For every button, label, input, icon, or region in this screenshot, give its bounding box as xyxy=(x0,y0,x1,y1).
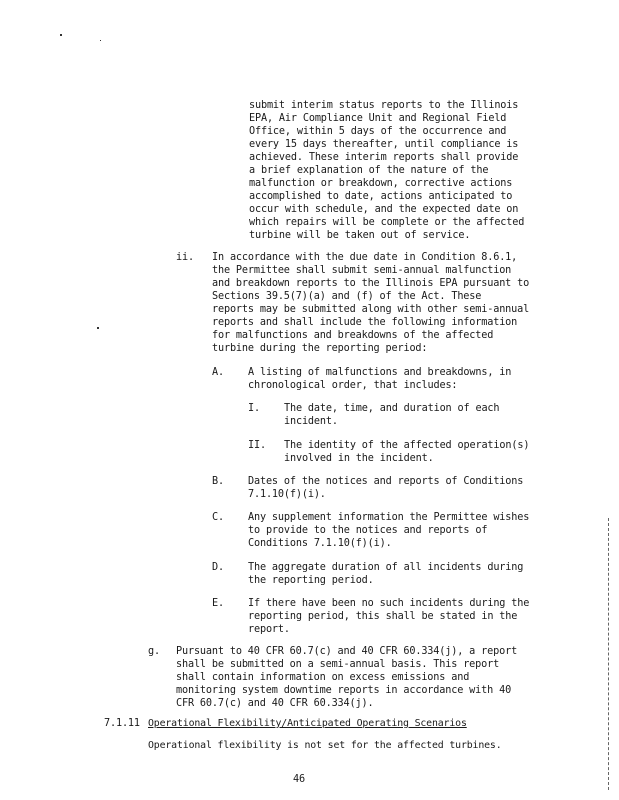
text-line: If there have been no such incidents during the xyxy=(248,598,530,609)
text-line: Conditions 7.1.10(f)(i). xyxy=(248,538,392,549)
scan-edge-line xyxy=(608,518,610,790)
text-line: In accordance with the due date in Condition 8.6.1, xyxy=(212,252,518,263)
subsub-label: I. xyxy=(248,403,260,414)
text-line: turbine will be taken out of service. xyxy=(249,230,471,241)
text-line: achieved. These interim reports shall provide xyxy=(249,152,519,163)
text-line: CFR 60.7(c) and 40 CFR 60.334(j). xyxy=(176,698,374,709)
section-number: 7.1.11 xyxy=(104,718,140,729)
text-line: Any supplement information the Permittee wishes xyxy=(248,512,530,523)
scan-speck xyxy=(100,40,101,41)
text-line: the reporting period. xyxy=(248,575,374,586)
scan-speck xyxy=(97,327,99,329)
text-line: 7.1.10(f)(i). xyxy=(248,489,326,500)
text-line: report. xyxy=(248,624,290,635)
subitem-label: C. xyxy=(212,512,224,523)
page-number: 46 xyxy=(293,774,305,785)
text-line: reporting period, this shall be stated in the xyxy=(248,611,518,622)
text-line: Office, within 5 days of the occurrence and xyxy=(249,126,507,137)
subitem-label: E. xyxy=(212,598,224,609)
subitem-label: A. xyxy=(212,367,224,378)
section-body: Operational flexibility is not set for the affected turbines. xyxy=(148,740,502,751)
text-line: the Permittee shall submit semi-annual malfunction xyxy=(212,265,512,276)
text-line: malfunction or breakdown, corrective actions xyxy=(249,178,513,189)
text-line: Pursuant to 40 CFR 60.7(c) and 40 CFR 60.334(j), a report xyxy=(176,646,518,657)
subsub-label: II. xyxy=(248,440,266,451)
text-line: a brief explanation of the nature of the xyxy=(249,165,489,176)
text-line: chronological order, that includes: xyxy=(248,380,458,391)
section-heading: Operational Flexibility/Anticipated Operating Scenarios xyxy=(148,718,467,729)
text-line: EPA, Air Compliance Unit and Regional Field xyxy=(249,113,507,124)
text-line: reports may be submitted along with other semi-annual xyxy=(212,304,530,315)
subitem-label: B. xyxy=(212,476,224,487)
item-label: ii. xyxy=(176,252,194,263)
text-line: and breakdown reports to the Illinois EPA pursuant to xyxy=(212,278,530,289)
text-line: The date, time, and duration of each xyxy=(284,403,500,414)
text-line: reports and shall include the following information xyxy=(212,317,518,328)
text-line: Sections 39.5(7)(a) and (f) of the Act. These xyxy=(212,291,482,302)
text-line: Dates of the notices and reports of Conditions xyxy=(248,476,524,487)
text-line: The aggregate duration of all incidents during xyxy=(248,562,524,573)
text-line: A listing of malfunctions and breakdowns, in xyxy=(248,367,512,378)
text-line: every 15 days thereafter, until compliance is xyxy=(249,139,519,150)
text-line: shall contain information on excess emissions and xyxy=(176,672,470,683)
text-line: The identity of the affected operation(s) xyxy=(284,440,530,451)
text-line: monitoring system downtime reports in accordance with 40 xyxy=(176,685,512,696)
text-line: for malfunctions and breakdowns of the affected xyxy=(212,330,494,341)
text-line: incident. xyxy=(284,416,338,427)
scan-speck xyxy=(60,34,62,36)
text-line: involved in the incident. xyxy=(284,453,434,464)
text-line: to provide to the notices and reports of xyxy=(248,525,488,536)
text-line: shall be submitted on a semi-annual basis. This report xyxy=(176,659,500,670)
item-label: g. xyxy=(148,646,160,657)
text-line: submit interim status reports to the Illinois xyxy=(249,100,519,111)
text-line: occur with schedule, and the expected date on xyxy=(249,204,519,215)
text-line: which repairs will be complete or the affected xyxy=(249,217,525,228)
text-line: turbine during the reporting period: xyxy=(212,343,428,354)
subitem-label: D. xyxy=(212,562,224,573)
text-line: accomplished to date, actions anticipated to xyxy=(249,191,513,202)
